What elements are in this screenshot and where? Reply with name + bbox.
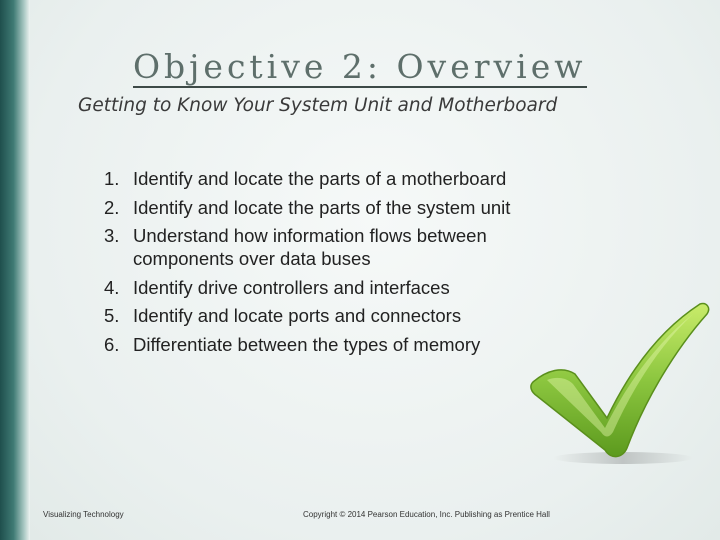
checkmark-icon (525, 300, 715, 470)
objective-item (104, 224, 544, 270)
objective-text: Understand how information flows between components over data buses (133, 225, 487, 269)
objective-text: Differentiate between the types of memory (133, 333, 481, 355)
objective-number: 5. (104, 305, 120, 326)
objectives-list (104, 167, 544, 361)
objective-item (104, 304, 544, 327)
objective-number: 2. (104, 196, 120, 218)
objective-item (104, 333, 544, 356)
objective-item (104, 167, 544, 190)
left-accent-bar (0, 0, 30, 540)
objective-number: 1. (104, 168, 120, 189)
objective-text: Identify and locate the parts of the system unit (133, 196, 511, 218)
objective-number: 6. (104, 333, 120, 355)
slide-subtitle: Getting to Know Your System Unit and Motherboard (78, 95, 558, 116)
slide-title: Objective 2: Overview (133, 47, 587, 86)
objective-item (104, 196, 544, 219)
objective-item (104, 276, 544, 299)
footer-course-title: Visualizing Technology (43, 510, 124, 519)
objective-number: 3. (104, 225, 120, 246)
objective-text: Identify and locate ports and connectors (133, 305, 462, 326)
objective-number: 4. (104, 276, 120, 298)
objective-text: Identify and locate the parts of a motherboard (133, 168, 507, 189)
objective-text: Identify drive controllers and interfaces (133, 276, 450, 298)
footer-copyright: Copyright © 2014 Pearson Education, Inc. Publishing as Prentice Hall (303, 510, 550, 519)
